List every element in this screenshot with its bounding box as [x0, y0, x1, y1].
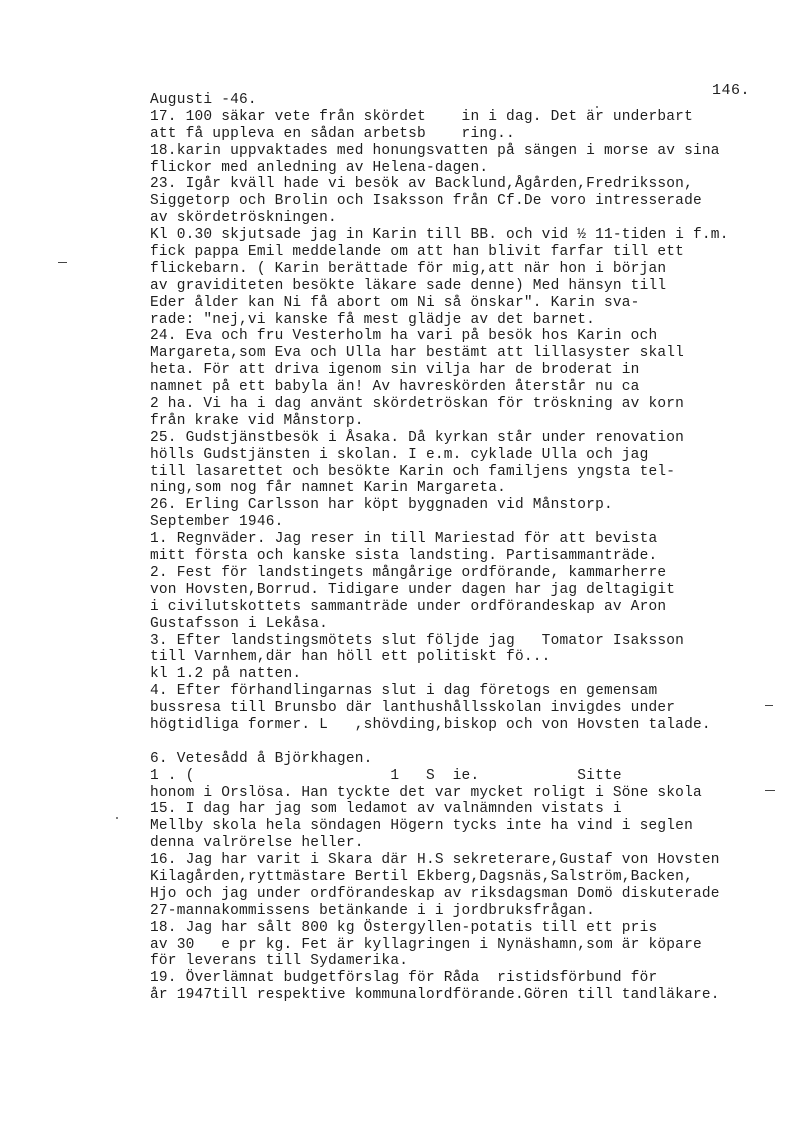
text-line: fick pappa Emil meddelande om att han blivit farfar till ett — [150, 244, 685, 261]
text-line: 17. 100 säkar vete från skördet in i dag. Det är underbart — [150, 108, 693, 125]
text-line: Augusti -46. — [150, 92, 257, 108]
text-line: von Hovsten,Borrud. Tidigare under dagen har jag deltagigit — [150, 581, 676, 598]
text-line: 15. I dag har jag som ledamot av valnämnden vistats i — [150, 801, 622, 818]
text-line: ning,som nog får namnet Karin Margareta. — [150, 480, 507, 497]
text-line: 4. Efter förhandlingarnas slut i dag företogs en gemensam — [150, 683, 658, 700]
text-line: Eder ålder kan Ni få abort om Ni så önskar". Karin sva- — [150, 294, 640, 311]
text-line: av 30 e pr kg. Fet är kyllagringen i Nynäshamn,som är köpare — [150, 936, 702, 953]
text-line: 6. Vetesådd å Björkhagen. — [150, 750, 373, 767]
text-line: rade: "nej,vi kanske få mest glädje av det barnet. — [150, 311, 596, 328]
text-line: Siggetorp och Brolin och Isaksson från Cf.De voro intresserade — [150, 193, 702, 210]
text-line: Kl 0.30 skjutsade jag in Karin till BB. och vid ½ 11-tiden i f.m. — [150, 227, 729, 244]
text-line: 18. Jag har sålt 800 kg Östergyllen-potatis till ett pris — [150, 919, 658, 936]
text-line: till Varnhem,där han höll ett politiskt fö... — [150, 649, 551, 666]
text-line: honom i Orslösa. Han tyckte det var mycket roligt i Söne skola — [150, 784, 702, 801]
text-line: hölls Gudstjänsten i skolan. I e.m. cyklade Ulla och jag — [150, 446, 649, 463]
text-line: kl 1.2 på natten. — [150, 666, 302, 683]
text-line: av graviditeten besökte läkare sade denne) Med hänsyn till — [150, 277, 667, 294]
text-line: i civilutskottets sammanträde under ordförandeskap av Aron — [150, 598, 667, 615]
text-line: att få uppleva en sådan arbetsb ring.. — [150, 125, 515, 142]
scan-dot — [596, 106, 598, 108]
typewritten-diary-text — [150, 92, 729, 1004]
text-line: Margareta,som Eva och Ulla har bestämt att lillasyster skall — [150, 345, 685, 362]
text-line: högtidliga former. L ,shövding,biskop och von Hovsten talade. — [150, 716, 711, 733]
text-line: år 1947till respektive kommunalordförande.Gören till tandläkare. — [150, 987, 720, 1004]
text-line: 18.karin uppvaktades med honungsvatten på sängen i morse av sina — [150, 142, 720, 159]
text-line: flickor med anledning av Helena-dagen. — [150, 159, 489, 176]
scan-dot — [116, 817, 118, 819]
text-line: Kilagården,ryttmästare Bertil Ekberg,Dagsnäs,Salström,Backen, — [150, 868, 693, 885]
text-line: 24. Eva och fru Vesterholm ha vari på besök hos Karin och — [150, 328, 658, 345]
text-line: Hjo och jag under ordförandeskap av riksdagsman Domö diskuterade — [150, 885, 720, 902]
text-line: 1. Regnväder. Jag reser in till Mariestad för att bevista — [150, 531, 658, 548]
text-line: heta. För att driva igenom sin vilja har de broderat in — [150, 362, 640, 379]
text-line: från krake vid Månstorp. — [150, 412, 364, 429]
text-line: mitt första och kanske sista landsting. Partisammanträde. — [150, 548, 658, 565]
text-line: September 1946. — [150, 514, 284, 531]
text-line: av skördetröskningen. — [150, 210, 337, 227]
text-line: 3. Efter landstingsmötets slut följde jag Tomator Isaksson — [150, 632, 685, 649]
margin-mark-right-2 — [765, 790, 775, 791]
text-line — [150, 734, 729, 751]
page-number: 146. — [712, 82, 751, 99]
text-line: 23. Igår kväll hade vi besök av Backlund,Ågården,Fredriksson, — [150, 176, 693, 193]
text-line: 16. Jag har varit i Skara där H.S sekreterare,Gustaf von Hovsten — [150, 852, 720, 869]
margin-mark-right-1 — [765, 705, 773, 706]
text-line: 27-mannakommissens betänkande i i jordbruksfrågan. — [150, 902, 596, 919]
text-line: flickebarn. ( Karin berättade för mig,att när hon i början — [150, 260, 667, 277]
text-line: namnet på ett babyla än! Av havreskörden återstår nu ca — [150, 379, 640, 396]
text-line: till lasarettet och besökte Karin och familjens yngsta tel- — [150, 463, 676, 480]
text-line: 2 ha. Vi ha i dag använt skördetröskan för tröskning av korn — [150, 396, 685, 413]
text-line: 26. Erling Carlsson har köpt byggnaden vid Månstorp. — [150, 497, 613, 514]
margin-mark-left — [58, 262, 67, 263]
text-line: Mellby skola hela söndagen Högern tycks inte ha vind i seglen — [150, 818, 693, 835]
text-line: för leverans till Sydamerika. — [150, 953, 409, 970]
text-line: 2. Fest för landstingets mångårige ordförande, kammarherre — [150, 564, 667, 581]
text-line: denna valrörelse heller. — [150, 835, 364, 852]
text-line: 25. Gudstjänstbesök i Åsaka. Då kyrkan står under renovation — [150, 429, 685, 446]
text-line: 19. Överlämnat budgetförslag för Råda ristidsförbund för — [150, 970, 658, 987]
text-line: bussresa till Brunsbo där lanthushållsskolan invigdes under — [150, 700, 676, 717]
text-line: 1 . ( 1 S ie. Sitte — [150, 767, 622, 784]
text-line: Gustafsson i Lekåsa. — [150, 615, 329, 632]
